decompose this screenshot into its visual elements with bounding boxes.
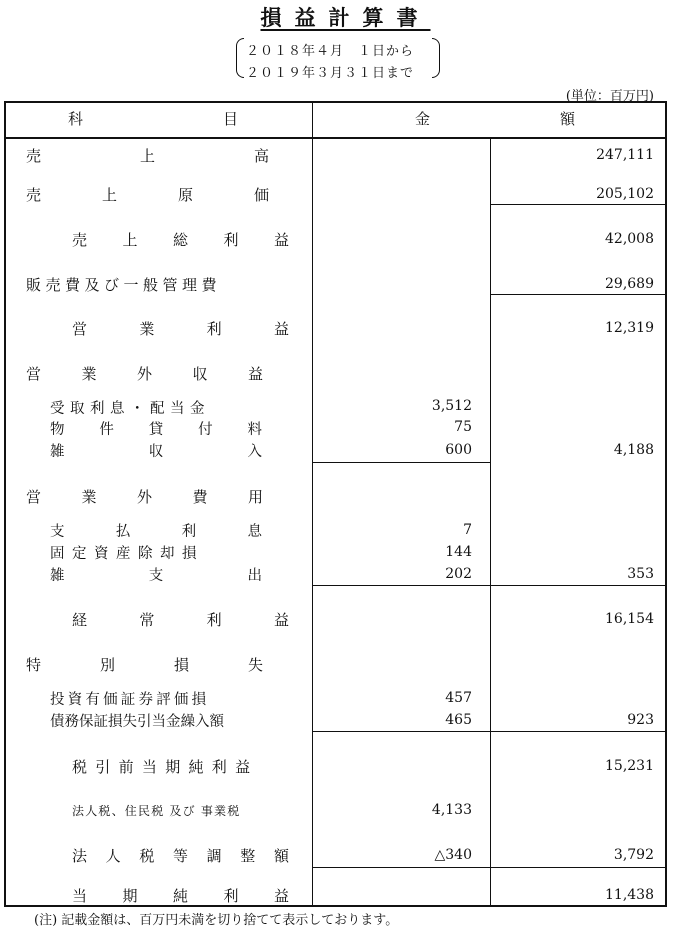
unit-label: (単位：百万円)	[565, 89, 654, 104]
gross-profit-total: 42,008	[605, 231, 654, 247]
header-amount: 金 額	[415, 110, 575, 128]
non-op-income-item-dividends: 受取利息・配当金	[50, 401, 210, 417]
extraordinary-loss-item-securities-amount: 457	[445, 690, 472, 706]
rule-cost-of-sales	[490, 204, 667, 205]
period-to: ２０１９年３月３１日まで	[246, 66, 415, 81]
non-op-income-item-misc-amount: 600	[445, 442, 472, 458]
ordinary-income-label: 経 常 利 益	[72, 611, 289, 629]
period-bracket-left	[236, 38, 244, 78]
sales-label: 売 上 高	[26, 147, 269, 165]
non-op-income-item-rent-amount: 75	[454, 419, 472, 435]
operating-income-label: 営 業 利 益	[72, 320, 289, 338]
extraordinary-loss-total: 923	[627, 712, 654, 728]
rule-extraordinary	[312, 731, 667, 732]
header-item: 科 目	[68, 110, 238, 128]
tax-adjustment-label: 法 人 税 等 調 整 額	[72, 847, 289, 865]
non-op-expense-item-interest: 支 払 利 息	[50, 524, 262, 540]
operating-income-total: 12,319	[605, 320, 654, 336]
non-op-income-item-misc: 雑 収 入	[50, 444, 262, 460]
net-income-label: 当 期 純 利 益	[72, 887, 289, 905]
non-op-income-item-rent: 物 件 貸 付 料	[50, 422, 262, 438]
pretax-income-total: 15,231	[605, 758, 654, 774]
non-op-expense-total: 353	[627, 566, 654, 582]
non-op-income-label: 営 業 外 収 益	[26, 365, 263, 383]
net-income-total: 11,438	[605, 887, 654, 903]
extraordinary-loss-item-guarantee: 債務保証損失引当金繰入額	[50, 714, 224, 730]
non-op-expense-item-interest-amount: 7	[463, 522, 472, 538]
cost-of-sales-total: 205,102	[596, 186, 654, 202]
income-taxes-label: 法人税、住民税 及び 事業税	[72, 804, 241, 818]
sales-total: 247,111	[596, 147, 654, 163]
non-op-expense-item-disposal: 固定資産除却損	[50, 546, 204, 562]
pretax-income-label: 税引前当期純利益	[72, 758, 259, 776]
rule-non-op-income	[312, 462, 490, 463]
cost-of-sales-label: 売 上 原 価	[26, 186, 269, 204]
period-bracket-right	[432, 38, 440, 78]
tax-adjustment-total: 3,792	[613, 847, 654, 863]
non-op-expense-label: 営 業 外 費 用	[26, 488, 263, 506]
header-divider	[4, 137, 667, 139]
rule-non-op-expense	[312, 585, 667, 586]
footnote: (注) 記載金額は、百万円未満を切り捨てて表示しております。	[34, 913, 399, 928]
non-op-expense-item-misc-amount: 202	[445, 566, 472, 582]
non-op-expense-item-misc: 雑 支 出	[50, 568, 262, 584]
non-op-income-item-dividends-amount: 3,512	[431, 398, 472, 414]
column-divider-item	[312, 101, 313, 907]
period-from: ２０１８年４月 １日から	[246, 44, 415, 59]
rule-taxes	[312, 867, 667, 868]
sga-label: 販売費及び一般管理費	[26, 276, 222, 294]
extraordinary-loss-label: 特 別 損 失	[26, 656, 263, 674]
ordinary-income-total: 16,154	[605, 611, 654, 627]
sga-total: 29,689	[605, 276, 654, 292]
extraordinary-loss-item-securities: 投資有価証券評価損	[50, 692, 210, 708]
gross-profit-label: 売 上 総 利 益	[72, 231, 289, 249]
rule-sga	[490, 294, 667, 295]
income-taxes-amount: 4,133	[431, 802, 472, 818]
tax-adjustment-amount: △340	[434, 847, 472, 863]
non-op-expense-item-disposal-amount: 144	[445, 544, 472, 560]
non-op-income-total: 4,188	[613, 442, 654, 458]
extraordinary-loss-item-guarantee-amount: 465	[445, 712, 472, 728]
page-title: 損益計算書	[260, 5, 431, 30]
column-divider-amount	[490, 138, 491, 907]
